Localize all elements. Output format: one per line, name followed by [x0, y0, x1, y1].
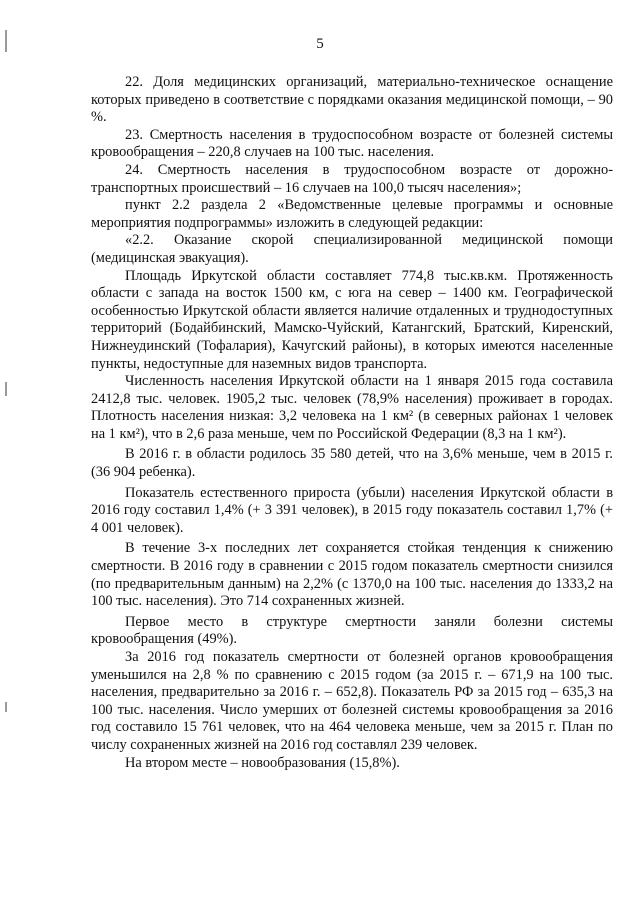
paragraph-22-medical-organizations: 22. Доля медицинских организаций, материально-техническое оснащение которых приведено в соответствие с порядками оказания медицинской помощи, – 90 %. — [91, 74, 613, 126]
paragraph-territory: Площадь Иркутской области составляет 774,8 тыс.кв.км. Протяженность области с запада на восток 1500 км, с юга на север – 1400 км. Географической особенностью Иркутской области является наличие отдаленных и труднодоступных территорий (Бодайбинский, Мамско-Чуйский, Катангский, Братский, Киренский, Нижнеудинский (Тофалария), Качугский районы), в которых имеются населенные пункты, недоступные для наземных видов транспорта. — [91, 267, 613, 372]
paragraph-section-2-2-instruction: пункт 2.2 раздела 2 «Ведомственные целевые программы и основные мероприятия подпрограммы» изложить в следующей редакции: — [91, 197, 613, 231]
paragraph-cardiovascular-2016: За 2016 год показатель смертности от болезней органов кровообращения уменьшился на 2,8 % по сравнению с 2015 годом (за 2015 г. – 671,9 на 100 тыс. населения, предварительно за 2016 г. – 652,8). Показатель РФ за 2015 год – 635,3 на 100 тыс. населения. Число умерших от болезней системы кровообращения за 2016 год составило 15 761 человек, что на 464 человека меньше, чем за 2015 г. План по числу сохраненных жизней на 2016 год составлял 239 человек. — [91, 649, 613, 753]
paragraph-natural-growth: Показатель естественного прироста (убыли) населения Иркутской области в 2016 году составил 1,4% (+ 3 391 человек), в 2015 году показатель составил 1,7% (+ 4 001 человек). — [91, 484, 613, 536]
scan-edge-mark — [5, 382, 7, 396]
paragraph-24-traffic-mortality: 24. Смертность населения в трудоспособном возрасте от дорожно-транспортных происшествий – 16 случаев на 100,0 тысяч населения»; — [91, 161, 613, 196]
page-number: 5 — [316, 36, 324, 52]
paragraph-births: В 2016 г. в области родилось 35 580 детей, что на 3,6% меньше, чем в 2015 г. (36 904 ребенка). — [91, 446, 613, 481]
scan-edge-mark — [5, 702, 7, 712]
paragraph-23-cardiovascular-mortality: 23. Смертность населения в трудоспособном возрасте от болезней системы кровообращения – 220,8 случаев на 100 тыс. населения. — [91, 126, 613, 161]
paragraph-mortality-structure: Первое место в структуре смертности заняли болезни системы кровообращения (49%). — [91, 613, 613, 648]
paragraph-neoplasms: На втором месте – новообразования (15,8%). — [125, 754, 400, 771]
document-body — [91, 74, 613, 772]
paragraph-mortality-trend: В течение 3-х последних лет сохраняется стойкая тенденция к снижению смертности. В 2016 году в сравнении с 2015 годом показатель смертности снизился (по предварительным данным) на 2,2% (с 1370,0 на 100 тыс. населения до 1333,2 на 100 тыс. населения). Это 714 сохраненных жизней. — [91, 540, 613, 610]
paragraph-section-2-2-title: «2.2. Оказание скорой специализированной медицинской помощи (медицинская эвакуация). — [91, 232, 613, 266]
paragraph-population: Численность населения Иркутской области на 1 января 2015 года составила 2412,8 тыс. человек. 1905,2 тыс. человек (78,9% населения) проживает в городах. Плотность населения низкая: 3,2 человека на 1 км² (в северных районах 1 человек на 1 км²), что в 2,6 раза меньше, чем по Российской Федерации (8,3 на 1 км²). — [91, 373, 613, 442]
